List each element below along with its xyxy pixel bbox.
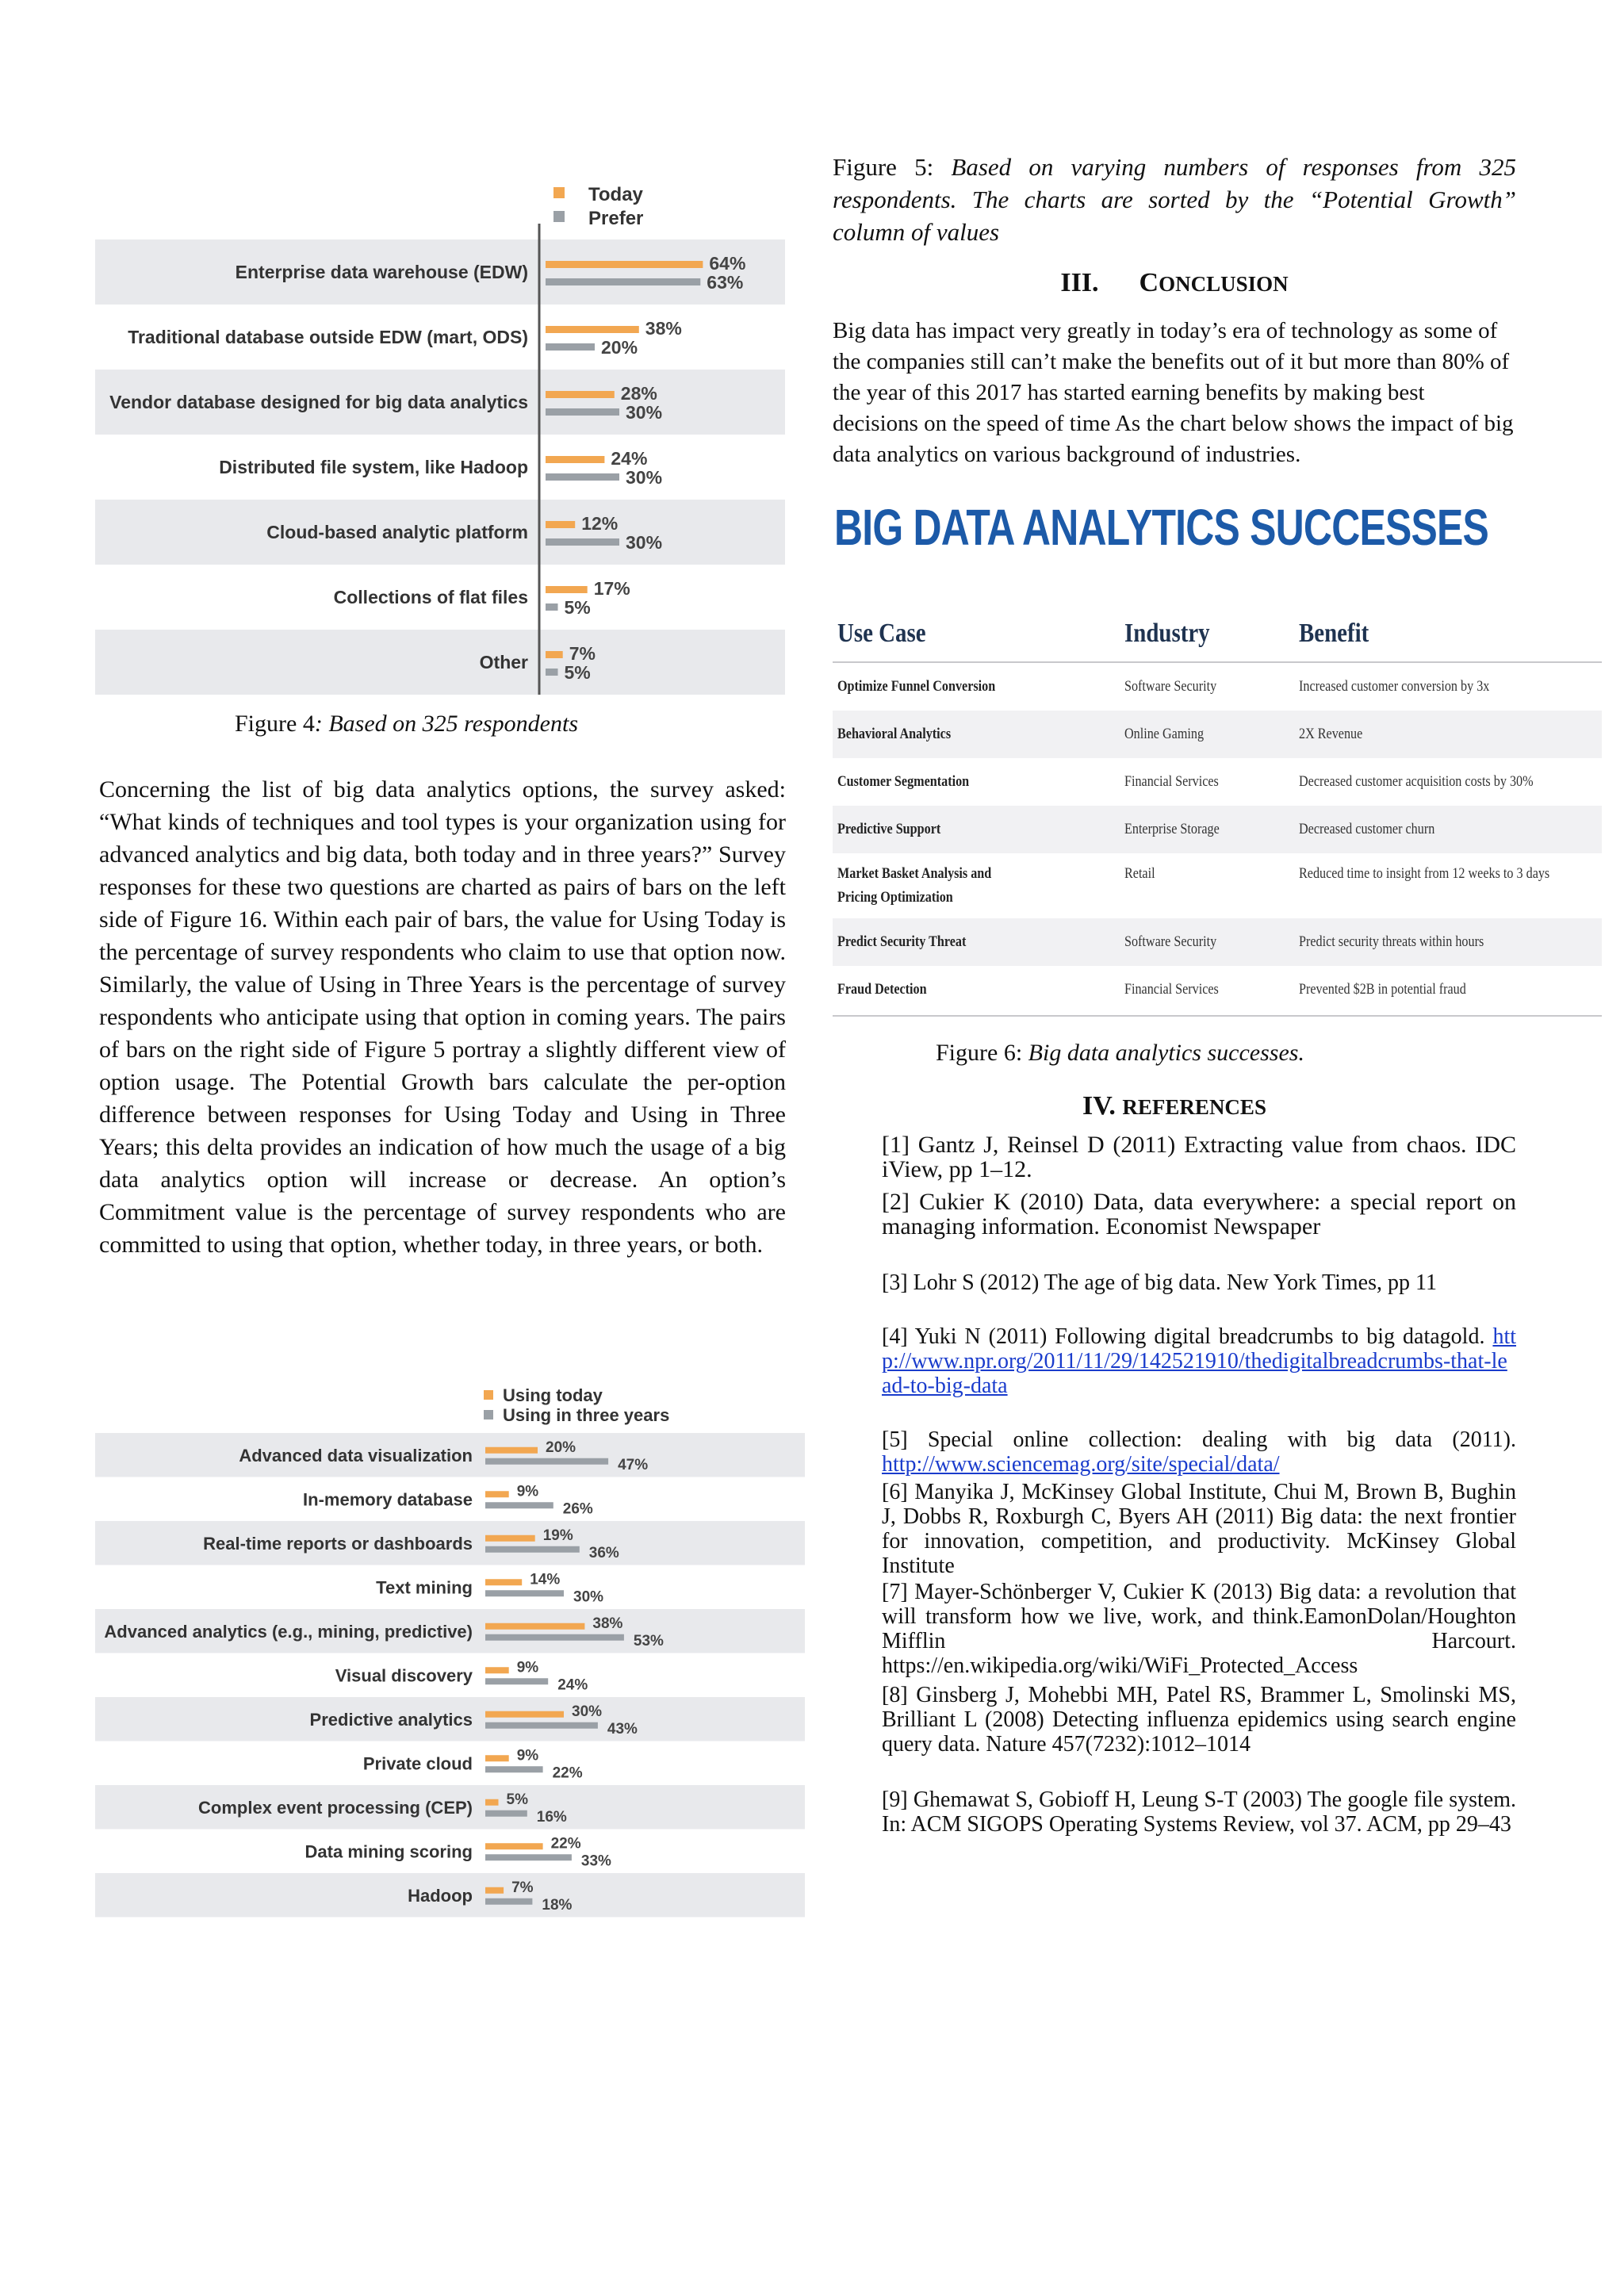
bar-prefer: [546, 538, 619, 546]
category-label: In-memory database: [303, 1489, 473, 1510]
reference-item: [5] Special online collection: dealing with big data (2011). http://www.sciencemag.org/site/special/data/: [882, 1427, 1516, 1477]
value-label-today: 9%: [516, 1483, 539, 1500]
reference-item: [8] Ginsberg J, Mohebbi MH, Patel RS, Brammer L, Smolinski MS, Brilliant L (2008) Detecting influenza epidemics using search engine query data. Nature 457(7232):1012–1014: [882, 1683, 1516, 1757]
category-label: Enterprise data warehouse (EDW): [235, 262, 528, 282]
category-label: Private cloud: [362, 1753, 473, 1774]
bar-today: [485, 1491, 509, 1497]
value-label-today: 5%: [506, 1791, 528, 1808]
value-label-today: 9%: [516, 1747, 539, 1764]
bar-three-years: [485, 1722, 598, 1729]
bar-today: [546, 456, 604, 463]
reference-item: [1] Gantz J, Reinsel D (2011) Extracting value from chaos. IDC iView, pp 1–12.: [882, 1132, 1516, 1182]
header-benefit: Benefit: [1299, 619, 1369, 648]
cell-use-case-line2: Pricing Optimization: [837, 889, 953, 906]
category-label: Advanced data visualization: [239, 1445, 473, 1466]
cell-use-case: Market Basket Analysis and: [837, 865, 992, 882]
cell-use-case: Fraud Detection: [837, 981, 927, 998]
value-label-today: 28%: [620, 383, 657, 404]
legend-swatch-today: [484, 1390, 493, 1400]
bar-prefer: [546, 603, 558, 611]
bar-three-years: [485, 1546, 580, 1553]
cell-industry: Financial Services: [1124, 773, 1219, 790]
bar-today: [546, 586, 588, 593]
bar-today: [485, 1579, 522, 1585]
legend-swatch-today: [553, 187, 565, 198]
bar-three-years: [485, 1854, 572, 1860]
category-label: Vendor database designed for big data analytics: [109, 392, 528, 412]
value-label-three-years: 22%: [552, 1764, 583, 1782]
value-label-prefer: 20%: [601, 337, 638, 358]
value-label-prefer: 5%: [564, 662, 591, 683]
bar-today: [485, 1535, 535, 1542]
table-row: [833, 806, 1602, 853]
category-label: Collections of flat files: [333, 587, 528, 607]
reference-link[interactable]: http://www.sciencemag.org/site/special/data/: [882, 1452, 1280, 1477]
value-label-today: 7%: [569, 643, 596, 664]
header-industry: Industry: [1124, 619, 1210, 648]
value-label-three-years: 36%: [588, 1544, 619, 1561]
cell-benefit: Prevented $2B in potential fraud: [1299, 981, 1466, 998]
legend-label-three-years: Using in three years: [503, 1405, 670, 1425]
header-use-case: Use Case: [837, 619, 926, 648]
cell-industry: Retail: [1124, 865, 1155, 882]
bar-three-years: [485, 1766, 543, 1772]
conclusion-heading: III. CONCLUSION: [1060, 268, 1289, 297]
category-label: Other: [479, 652, 528, 672]
cell-benefit: 2X Revenue: [1299, 726, 1363, 742]
value-label-today: 38%: [645, 318, 682, 339]
cell-benefit: Reduced time to insight from 12 weeks to 3 days: [1299, 865, 1550, 882]
category-label: Distributed file system, like Hadoop: [219, 457, 528, 477]
bar-prefer: [546, 408, 619, 416]
bar-three-years: [485, 1898, 532, 1905]
table-row: [833, 663, 1602, 711]
cell-benefit: Decreased customer acquisition costs by 30%: [1299, 773, 1534, 790]
figure6-table: [833, 498, 1610, 1037]
cell-use-case: Customer Segmentation: [837, 773, 970, 790]
category-label: Text mining: [376, 1577, 473, 1598]
value-label-prefer: 63%: [707, 272, 744, 293]
legend-swatch-prefer: [553, 211, 565, 222]
reference-item: [9] Ghemawat S, Gobioff H, Leung S-T (2003) The google file system. In: ACM SIGOPS Operating Systems Review, vol 37. ACM, pp 29–43: [882, 1787, 1516, 1837]
bar-prefer: [546, 343, 595, 351]
bar-today: [485, 1755, 509, 1761]
bar-prefer: [546, 669, 558, 676]
value-label-prefer: 30%: [626, 402, 663, 423]
category-label: Traditional database outside EDW (mart, ODS): [128, 327, 528, 347]
cell-benefit: Increased customer conversion by 3x: [1299, 678, 1490, 695]
body-paragraph: Concerning the list of big data analytics options, the survey asked: “What kinds of techniques and tool types is your organization using for advanced analytics and big data, both today and in three years?” Survey responses for these two questions are charted as pairs of bars on the left side of Figure 16. Within each pair of bars, the value for Using Today is the percentage of survey respondents who claim to use that option now. Similarly, the value of Using in Three Years is the percentage of survey respondents who anticipate using that option in coming years. The pairs of bars on the right side of Figure 5 portray a slightly different view of option usage. The Potential Growth bars calculate the per-option difference between responses for Using Today and Using in Three Years; this delta provides an indication of how much the usage of a big data analytics option will increase or decrease. An option’s Commitment value is the percentage of survey respondents who are committed to using that option, whether today, in three years, or both.: [99, 776, 786, 1258]
category-label: Advanced analytics (e.g., mining, predictive): [104, 1621, 473, 1642]
category-label: Complex event processing (CEP): [198, 1797, 473, 1818]
bar-today: [546, 651, 563, 658]
reference-item: [7] Mayer-Schönberger V, Cukier K (2013) Big data: a revolution that will transform how we live, work, and think.EamonDolan/Houghton Mifflin Harcourt. https://en.wikipedia.org/wiki/WiFi_Protected_Access: [882, 1580, 1516, 1678]
figure6-header-row: [833, 609, 1602, 663]
bar-today: [485, 1799, 499, 1806]
figure5-caption: Figure 5: Based on varying numbers of responses from 325 respondents. The charts are sorted by the “Potential Growth” column of values: [833, 153, 1516, 246]
cell-industry: Software Security: [1124, 933, 1217, 950]
bar-three-years: [485, 1458, 608, 1465]
value-label-today: 20%: [546, 1439, 576, 1456]
bar-today: [546, 326, 639, 333]
value-label-three-years: 53%: [633, 1632, 664, 1649]
legend-label-today: Using today: [503, 1385, 603, 1405]
bar-today: [485, 1887, 504, 1894]
reference-item: [3] Lohr S (2012) The age of big data. New York Times, pp 11: [882, 1270, 1437, 1295]
category-label: Visual discovery: [335, 1665, 473, 1686]
figure4-caption: Figure 4: Based on 325 respondents: [235, 711, 579, 737]
bar-today: [546, 521, 575, 528]
bar-three-years: [485, 1634, 624, 1641]
value-label-today: 22%: [550, 1835, 581, 1852]
value-label-today: 30%: [572, 1703, 603, 1720]
value-label-three-years: 16%: [536, 1808, 567, 1826]
category-label: Real-time reports or dashboards: [203, 1533, 473, 1554]
cell-industry: Software Security: [1124, 678, 1217, 695]
cell-benefit: Decreased customer churn: [1299, 821, 1435, 837]
bar-three-years: [485, 1502, 553, 1508]
value-label-three-years: 47%: [618, 1456, 649, 1473]
references-heading: IV. REFERENCES: [1082, 1091, 1266, 1121]
reference-link[interactable]: http://www.npr.org/2011/11/29/142521910/thedigitalbreadcrumbs-that-lead-to-big-data: [882, 1324, 1516, 1398]
legend-label-today: Today: [588, 184, 643, 205]
value-label-today: 14%: [530, 1571, 561, 1588]
figure5-chart: [95, 1384, 809, 1939]
cell-benefit: Predict security threats within hours: [1299, 933, 1484, 950]
figure6-caption: Figure 6: Big data analytics successes.: [936, 1040, 1304, 1066]
bar-today: [485, 1667, 509, 1673]
bar-today: [546, 261, 703, 268]
band-shade: [95, 630, 785, 695]
bar-today: [485, 1711, 564, 1718]
category-label: Cloud-based analytic platform: [266, 522, 528, 542]
table-row: [833, 711, 1602, 758]
value-label-today: 9%: [516, 1659, 539, 1676]
figure4-chart: [95, 176, 793, 707]
reference-item: [2] Cukier K (2010) Data, data everywhere: a special report on managing information. Economist Newspaper: [882, 1189, 1516, 1239]
table-row: [833, 918, 1602, 966]
table-row: [833, 966, 1602, 1017]
bar-prefer: [546, 473, 619, 481]
category-label: Data mining scoring: [304, 1841, 473, 1862]
bar-three-years: [485, 1810, 527, 1817]
value-label-today: 64%: [709, 253, 746, 274]
bar-today: [485, 1843, 543, 1849]
value-label-today: 24%: [611, 448, 648, 469]
cell-use-case: Predict Security Threat: [837, 933, 967, 950]
bar-today: [546, 391, 615, 398]
legend-swatch-three-years: [484, 1410, 493, 1420]
value-label-three-years: 26%: [562, 1500, 593, 1518]
table-row: [833, 758, 1602, 806]
cell-use-case: Behavioral Analytics: [837, 726, 952, 742]
value-label-today: 12%: [581, 513, 619, 534]
value-label-three-years: 18%: [542, 1896, 573, 1914]
cell-industry: Enterprise Storage: [1124, 821, 1220, 837]
cell-use-case: Optimize Funnel Conversion: [837, 678, 996, 695]
value-label-prefer: 30%: [626, 467, 663, 488]
conclusion-paragraph: Big data has impact very greatly in today’s era of technology as some of the companies still can’t make the benefits out of it but more than 80% of the year of this 2017 has started earning benefits by making best decisions on the speed of time As the chart below shows the impact of big data analytics on various background of industries.: [833, 318, 1514, 467]
value-label-today: 17%: [593, 578, 630, 599]
value-label-prefer: 30%: [626, 532, 663, 553]
value-label-today: 19%: [542, 1527, 573, 1544]
bar-today: [485, 1447, 538, 1454]
table-row: [833, 853, 1602, 918]
value-label-three-years: 33%: [580, 1852, 611, 1870]
value-label-prefer: 5%: [564, 597, 591, 618]
bar-three-years: [485, 1590, 564, 1596]
value-label-today: 38%: [592, 1615, 623, 1632]
cell-use-case: Predictive Support: [837, 821, 941, 837]
category-label: Hadoop: [408, 1885, 473, 1906]
figure6-title: BIG DATA ANALYTICS SUCCESSES: [834, 499, 1489, 556]
reference-item: [6] Manyika J, McKinsey Global Institute, Chui M, Brown B, Bughin J, Dobbs R, Roxburgh C, Byers AH (2011) Big data: the next frontier for innovation, competition, and productivity. McKinsey Global Institute: [882, 1480, 1516, 1578]
value-label-three-years: 24%: [557, 1676, 588, 1694]
cell-industry: Online Gaming: [1124, 726, 1205, 742]
value-label-three-years: 30%: [573, 1588, 604, 1606]
legend-label-prefer: Prefer: [588, 208, 644, 229]
value-label-three-years: 43%: [607, 1720, 638, 1738]
bar-prefer: [546, 278, 700, 285]
bar-today: [485, 1623, 584, 1630]
cell-industry: Financial Services: [1124, 981, 1219, 998]
bar-three-years: [485, 1678, 548, 1684]
reference-item: [4] Yuki N (2011) Following digital breadcrumbs to big datagold. http://www.npr.org/2011/11/29/142521910/thedigitalbreadcrumbs-that-lead-to-big-data: [882, 1324, 1516, 1398]
value-label-today: 7%: [511, 1879, 534, 1896]
category-label: Predictive analytics: [309, 1709, 473, 1730]
